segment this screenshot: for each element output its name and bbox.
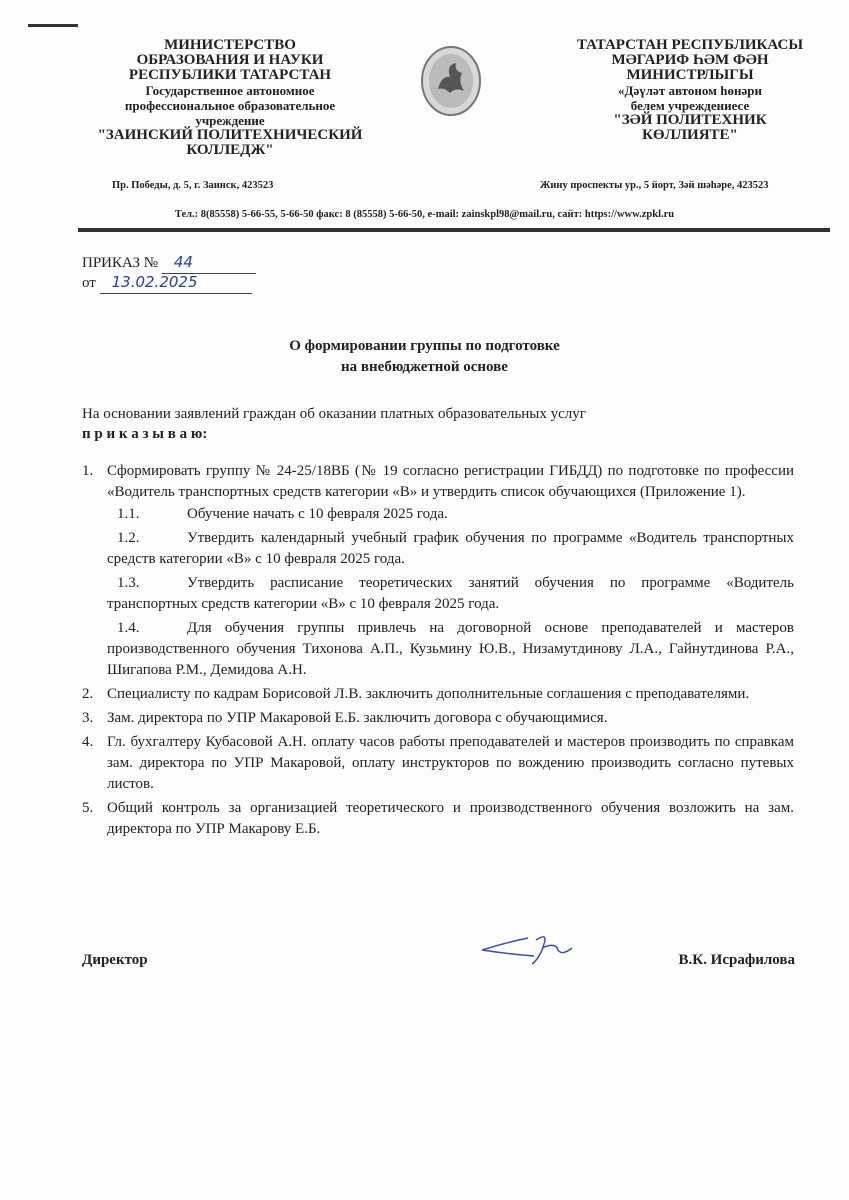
header-right <box>540 38 840 143</box>
item-1-2 <box>82 528 794 570</box>
item-text: Общий контроль за организацией теоретического и производственного обучения возложить на зам. директора по УПР Макарову Е.Б. <box>107 800 794 837</box>
item-text: Гл. бухгалтеру Кубасовой А.Н. оплату часов работы преподавателей и мастеров производить по справкам зам. директора по УПР Макаровой, оплату инструкторов по вождению производить согласно путевых листов. <box>107 734 794 792</box>
header-line: КОЛЛЕДЖ" <box>186 142 274 158</box>
order-label: ПРИКАЗ № <box>82 255 159 271</box>
header-line: ТАТАРСТАН РЕСПУБЛИКАСЫ <box>576 37 804 53</box>
tatarstan-emblem <box>420 45 482 117</box>
item-text: Специалисту по кадрам Борисовой Л.В. заключить дополнительные соглашения с преподавателями. <box>107 686 750 702</box>
header-line: белем учреждениесе <box>630 98 750 113</box>
header-line: учреждение <box>195 113 265 128</box>
order-number <box>82 252 256 274</box>
order-items <box>82 461 794 840</box>
header-left <box>85 38 375 158</box>
item-number: 1.1. <box>117 506 140 522</box>
header-line: МИНИСТРЛЫГЫ <box>626 67 754 83</box>
header-line: профессиональное образовательное <box>124 98 336 113</box>
date-label: от <box>82 275 96 291</box>
title-line: на внебюджетной основе <box>341 359 508 375</box>
handwritten-signature <box>478 928 588 973</box>
address-left: Пр. Победы, д. 5, г. Заинск, 423523 <box>112 180 274 191</box>
item-number: 1.2. <box>117 530 140 546</box>
signature-name: В.К. Исрафилова <box>678 952 795 968</box>
command: п р и к а з ы в а ю: <box>82 426 208 442</box>
item-number: 4. <box>82 734 94 750</box>
item-number: 5. <box>82 800 94 816</box>
header-line: КӨЛЛИЯТЕ" <box>642 127 738 143</box>
order-date-value: 13.02.2025 <box>100 272 252 294</box>
item-text: Для обучения группы привлечь на договорной основе преподавателей и мастеров производственного обучения Тихонова А.П., Кузьмину Ю.В., Низамутдинову Л.А., Гайнутдинова Р.А., Шигапова Р.М., Демидова А.Н. <box>107 620 794 678</box>
item-1-4 <box>82 618 794 681</box>
item-text: Утвердить расписание теоретических занятий обучения по программе «Водитель транспортных средств категории «В» с 10 февраля 2025 года. <box>107 575 794 612</box>
header-line: "ЗАИНСКИЙ ПОЛИТЕХНИЧЕСКИЙ <box>97 127 363 143</box>
item-number: 1.4. <box>117 620 140 636</box>
item-1-1 <box>82 504 794 525</box>
header-line: МӘГАРИФ ҺӘМ ФӘН <box>611 52 769 68</box>
scan-mark <box>28 24 78 27</box>
item-1-3 <box>82 573 794 615</box>
item-number: 1. <box>82 463 94 479</box>
item-1 <box>82 461 794 503</box>
item-5 <box>82 798 794 840</box>
item-2 <box>82 684 794 705</box>
intro: На основании заявлений граждан об оказании платных образовательных услуг <box>82 406 586 422</box>
order-date <box>82 272 252 294</box>
header-line: ОБРАЗОВАНИЯ И НАУКИ <box>136 52 324 68</box>
header-line: РЕСПУБЛИКИ ТАТАРСТАН <box>128 67 332 83</box>
signature-position: Директор <box>82 952 148 968</box>
item-text: Обучение начать с 10 февраля 2025 года. <box>187 506 448 522</box>
header-line: Государственное автономное <box>145 83 315 98</box>
item-text: Сформировать группу № 24-25/18ВБ (№ 19 согласно регистрации ГИБДД) по подготовке по профессии «Водитель транспортных средств категории «В» и утвердить список обучающихся (Приложение 1). <box>107 463 794 500</box>
item-3 <box>82 708 794 729</box>
item-number: 1.3. <box>117 575 140 591</box>
title-line: О формировании группы по подготовке <box>289 338 560 354</box>
contacts: Тел.: 8(85558) 5-66-55, 5-66-50 факс: 8 (85558) 5-66-50, e-mail: zainskpl98@mail.ru, сайт: https://www.zpkl.ru <box>174 209 675 220</box>
item-number: 2. <box>82 686 94 702</box>
item-text: Зам. директора по УПР Макаровой Е.Б. заключить договора с обучающимися. <box>107 710 608 726</box>
address-right: Жину проспекты ур., 5 йорт, Зәй шәһәре, 423523 <box>540 180 769 191</box>
item-text: Утвердить календарный учебный график обучения по программе «Водитель транспортных средств категории «В» с 10 февраля 2025 года. <box>107 530 794 567</box>
item-number: 3. <box>82 710 94 726</box>
header-divider <box>78 228 830 232</box>
order-title <box>0 336 849 378</box>
header-line: «Дәүләт автоном һөнәри <box>618 83 762 98</box>
header-line: МИНИСТЕРСТВО <box>164 37 296 53</box>
header-line: "ЗӘЙ ПОЛИТЕХНИК <box>613 112 767 128</box>
order-number-value: 44 <box>162 252 256 274</box>
item-4 <box>82 732 794 795</box>
